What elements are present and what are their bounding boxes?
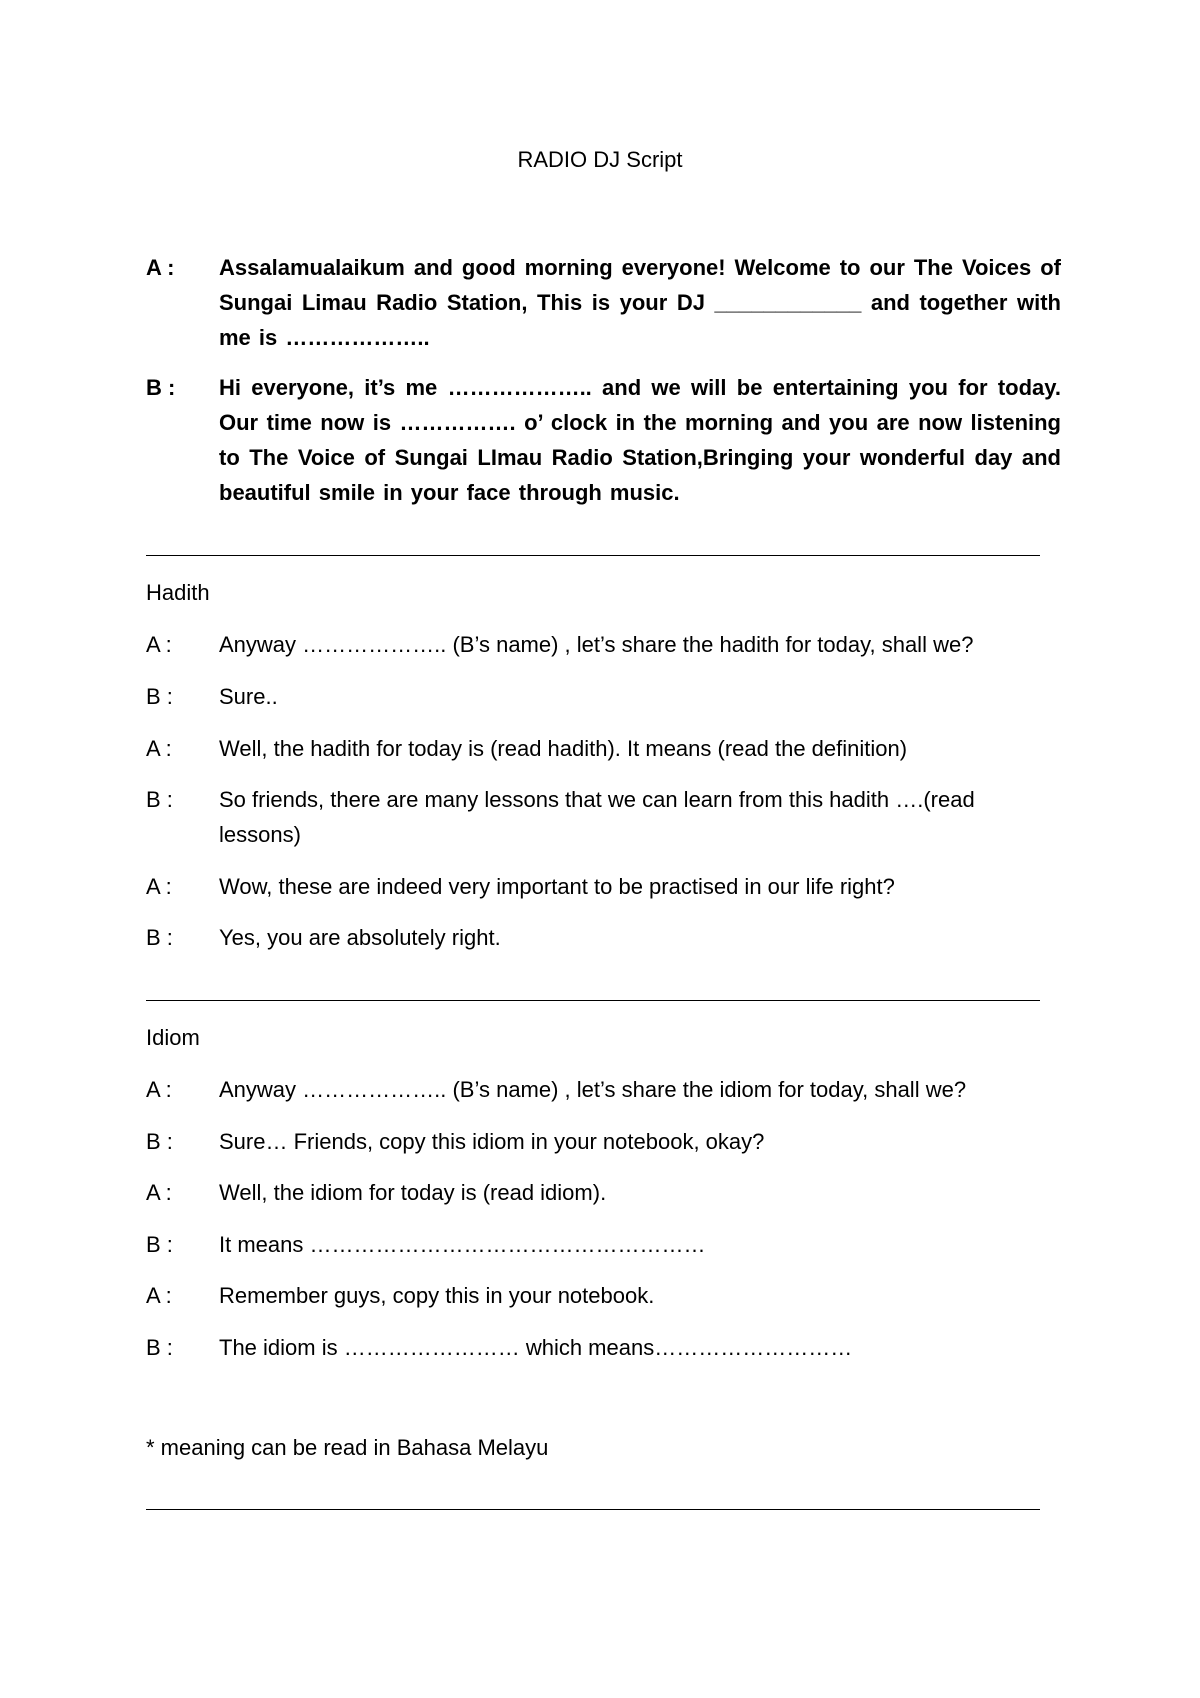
- footnote: * meaning can be read in Bahasa Melayu: [146, 1435, 549, 1460]
- dialogue-text: It means ………………………………………………: [219, 1232, 706, 1257]
- page-title: RADIO DJ Script: [517, 147, 683, 172]
- dialogue-text: Remember guys, copy this in your notebook.: [219, 1283, 655, 1308]
- speaker-label: A :: [146, 632, 172, 657]
- dialogue-text: Sure… Friends, copy this idiom in your notebook, okay?: [219, 1129, 765, 1154]
- speaker-label: B :: [146, 1129, 173, 1154]
- speaker-label: A :: [146, 1180, 172, 1205]
- dialogue-text: Assalamualaikum and good morning everyone! Welcome to our The Voices of Sungai Limau Radio Station, This is your DJ ____________ and together with me is ………………..: [219, 255, 1061, 350]
- dialogue-text: Sure..: [219, 684, 278, 709]
- speaker-label: A :: [146, 874, 172, 899]
- dialogue-text: Anyway ……………….. (B’s name) , let’s share the hadith for today, shall we?: [219, 632, 974, 657]
- section-divider: [146, 1000, 1040, 1001]
- dialogue-text: Anyway ……………….. (B’s name) , let’s share the idiom for today, shall we?: [219, 1077, 967, 1102]
- dialogue-text: Yes, you are absolutely right.: [219, 925, 501, 950]
- dialogue-text: Well, the hadith for today is (read hadith). It means (read the definition): [219, 736, 908, 761]
- speaker-label: B :: [146, 684, 173, 709]
- speaker-label: A :: [146, 255, 175, 280]
- section-heading-hadith: Hadith: [146, 580, 210, 605]
- dialogue-text: Hi everyone, it’s me ……………….. and we will be entertaining you for today. Our time now is ……………. o’ clock in the morning and you are now listening to The Voice of Sungai LImau Radio Station,Bringing your wonderful day and beautiful smile in your face through music.: [219, 375, 1061, 505]
- speaker-label: A :: [146, 1077, 172, 1102]
- speaker-label: B :: [146, 1335, 173, 1360]
- speaker-label: B :: [146, 375, 176, 400]
- speaker-label: A :: [146, 1283, 172, 1308]
- dialogue-text: So friends, there are many lessons that we can learn from this hadith ….(read lessons): [219, 787, 975, 847]
- dialogue-text: The idiom is …………………… which means………………………: [219, 1335, 853, 1360]
- dialogue-text: Well, the idiom for today is (read idiom).: [219, 1180, 607, 1205]
- speaker-label: B :: [146, 1232, 173, 1257]
- speaker-label: A :: [146, 736, 172, 761]
- section-heading-idiom: Idiom: [146, 1025, 200, 1050]
- section-divider: [146, 555, 1040, 556]
- section-divider: [146, 1509, 1040, 1510]
- speaker-label: B :: [146, 787, 173, 812]
- speaker-label: B :: [146, 925, 173, 950]
- dialogue-text: Wow, these are indeed very important to be practised in our life right?: [219, 874, 895, 899]
